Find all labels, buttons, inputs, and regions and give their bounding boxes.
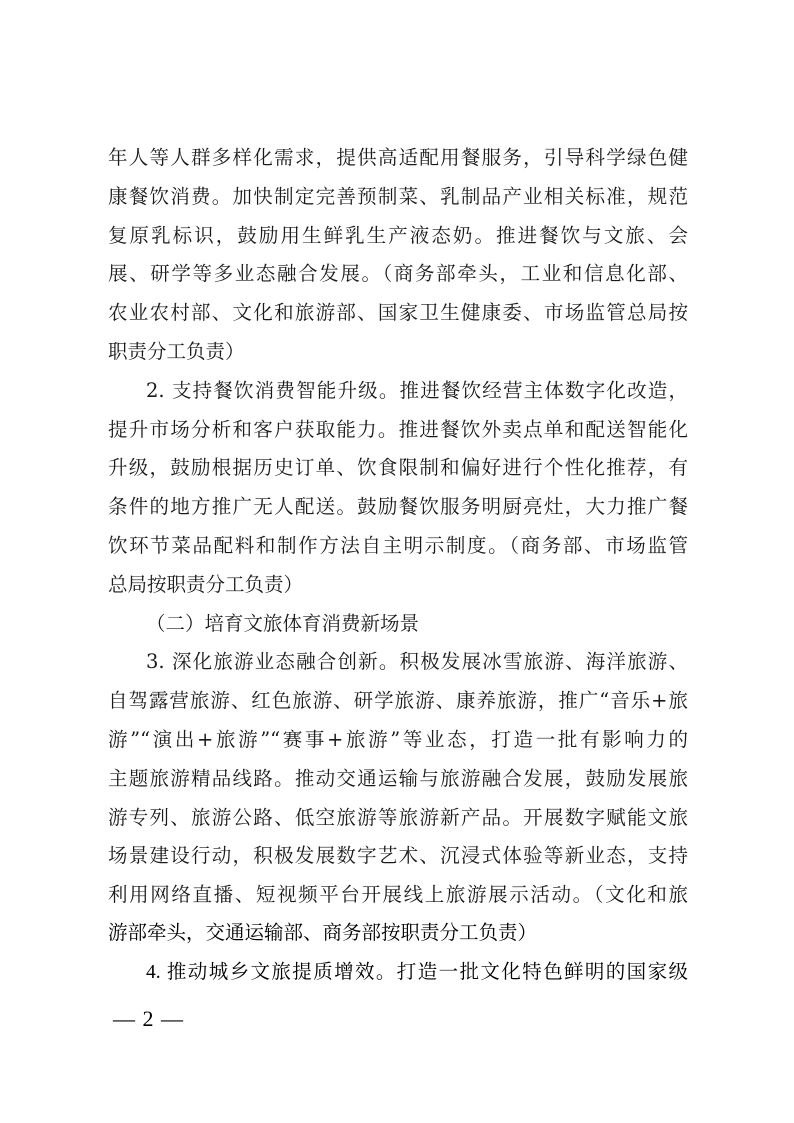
text-line-11: 饮环节菜品配料和制作方法自主明示制度。（商务部、市场监管 (108, 534, 688, 557)
text-line-12: 总局按职责分工负责） (108, 572, 304, 596)
item-3-heading-line: 3. 深化旅游业态融合创新。积极发展冰雪旅游、海洋旅游、 (146, 650, 688, 674)
item-2-heading-line: 2. 支持餐饮消费智能升级。推进餐饮经营主体数字化改造， (146, 378, 688, 402)
page-number: — 2 — (113, 1006, 184, 1031)
text-line-8: 提升市场分析和客户获取能力。推进餐饮外卖点单和配送智能化 (108, 417, 688, 441)
text-line-20: 利用网络直播、短视频平台开展线上旅游展示活动。（文化和旅 (108, 883, 688, 907)
text-line-10: 条件的地方推广无人配送。鼓励餐饮服务明厨亮灶，大力推广餐 (108, 495, 688, 519)
section-heading: （二）培育文旅体育消费新场景 (146, 611, 420, 635)
text-line-2: 康餐饮消费。加快制定完善预制菜、乳制品产业相关标准，规范 (108, 184, 688, 208)
text-line-16: 游”“演出+旅游”“赛事+旅游”等业态，打造一批有影响力的 (108, 728, 688, 751)
text-line-3: 复原乳标识，鼓励用生鲜乳生产液态奶。推进餐饮与文旅、会 (108, 223, 688, 247)
text-line-9: 升级，鼓励根据历史订单、饮食限制和偏好进行个性化推荐，有 (108, 456, 688, 480)
text-line-18: 游专列、旅游公路、低空旅游等旅游新产品。开展数字赋能文旅 (108, 805, 688, 829)
text-line-21: 游部牵头，交通运输部、商务部按职责分工负责） (108, 923, 538, 944)
text-line-1: 年人等人群多样化需求，提供高适配用餐服务，引导科学绿色健 (108, 146, 688, 169)
text-line-6: 职责分工负责） (108, 340, 245, 363)
text-line-5: 农业农村部、文化和旅游部、国家卫生健康委、市场监管总局按 (108, 301, 688, 325)
text-line-19: 场景建设行动，积极发展数字艺术、沉浸式体验等新业态，支持 (108, 844, 688, 868)
text-line-4: 展、研学等多业态融合发展。（商务部牵头，工业和信息化部、 (108, 262, 688, 286)
text-line-17: 主题旅游精品线路。推动交通运输与旅游融合发展，鼓励发展旅 (108, 766, 688, 790)
item-4-heading-line: 4. 推动城乡文旅提质增效。打造一批文化特色鲜明的国家级 (146, 961, 688, 983)
text-line-15: 自驾露营旅游、红色旅游、研学旅游、康养旅游，推广“音乐+旅 (108, 689, 688, 713)
